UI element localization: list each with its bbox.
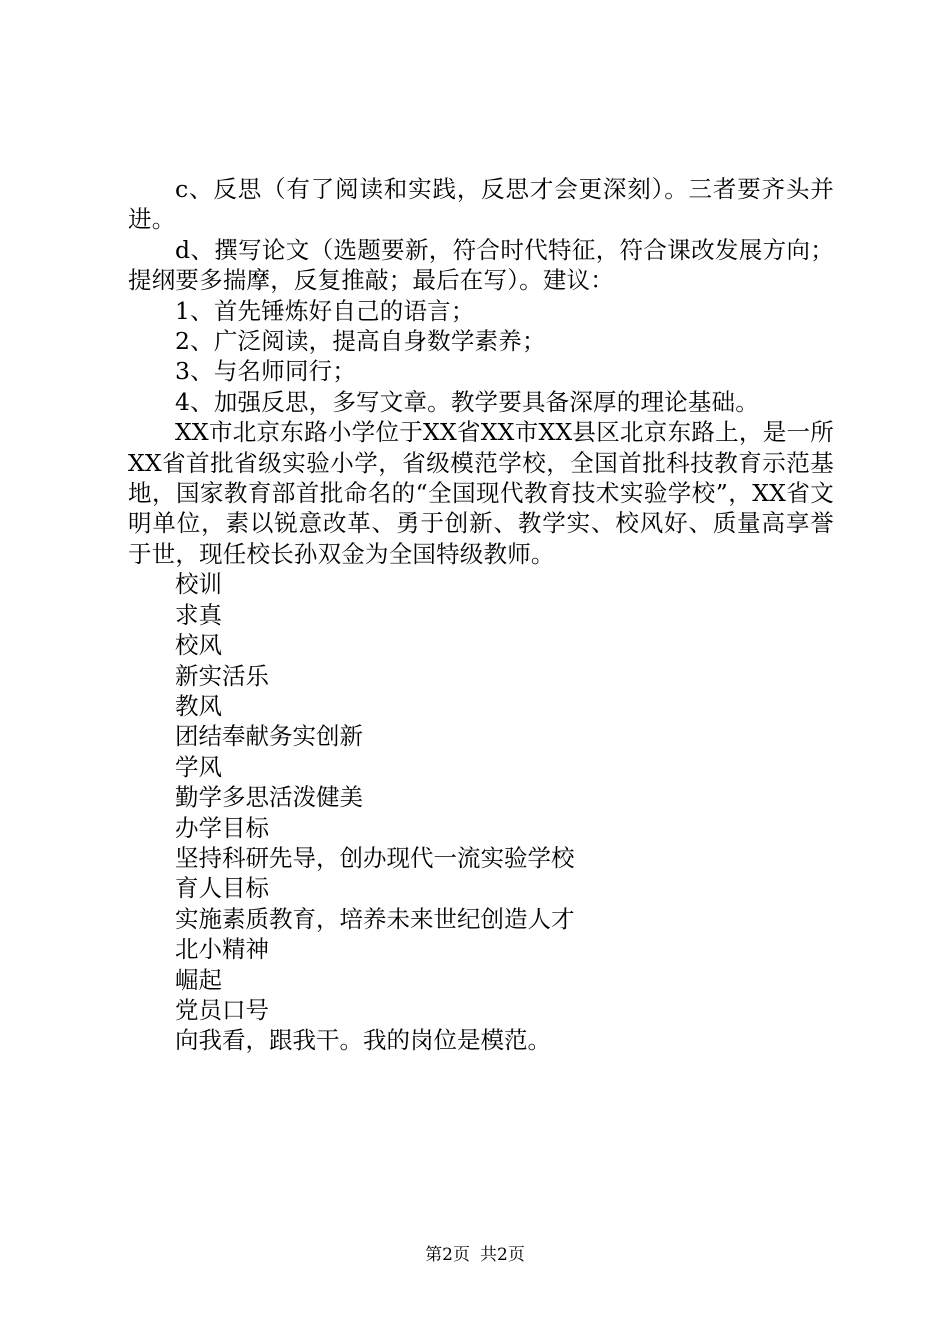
teaching-style-heading: 教风 bbox=[175, 691, 222, 720]
paragraph-reflection: c、反思（有了阅读和实践，反思才会更深刻）。三者要齐头并进。 bbox=[128, 175, 834, 234]
party-slogan-text: 向我看，跟我干。我的岗位是模范。 bbox=[175, 1026, 551, 1055]
study-style-heading: 学风 bbox=[175, 752, 222, 781]
teaching-style-text: 团结奉献务实创新 bbox=[175, 722, 363, 751]
page-total: 共2页 bbox=[480, 1245, 525, 1265]
motto-text: 求真 bbox=[175, 600, 222, 629]
document-body bbox=[128, 174, 834, 1056]
school-spirit-heading: 校风 bbox=[175, 631, 222, 660]
paragraph-school-intro: XX市北京东路小学位于XX省XX市XX县区北京东路上，是一所XX省首批省级实验小学，省级模范学校，全国首批科技教育示范基地，国家教育部首批命名的“全国现代教育技术实验学校”，XX省文明单位，素以锐意改革、勇于创新、教学实、校风好、质量高享誉于世，现任校长孙双金为全国特级教师。 bbox=[128, 418, 834, 568]
suggestion-item-3: 3、与名师同行； bbox=[175, 357, 357, 386]
party-slogan-heading: 党员口号 bbox=[175, 995, 269, 1024]
page-number: 第2页 bbox=[425, 1245, 470, 1265]
school-goal-heading: 办学目标 bbox=[175, 813, 269, 842]
school-goal-text: 坚持科研先导，创办现代一流实验学校 bbox=[175, 843, 575, 872]
education-goal-text: 实施素质教育，培养未来世纪创造人才 bbox=[175, 904, 575, 933]
school-spirit-text: 新实活乐 bbox=[175, 661, 269, 690]
school-ethos-heading: 北小精神 bbox=[175, 935, 269, 964]
paragraph-thesis-writing: d、撰写论文（选题要新，符合时代特征，符合课改发展方向；提纲要多揣摩，反复推敲；最后在写）。建议： bbox=[128, 235, 834, 295]
school-ethos-text: 崛起 bbox=[175, 965, 222, 994]
education-goal-heading: 育人目标 bbox=[175, 874, 269, 903]
page-footer bbox=[0, 1243, 950, 1267]
study-style-text: 勤学多思活泼健美 bbox=[175, 783, 363, 812]
suggestion-item-2: 2、广泛阅读，提高自身数学素养； bbox=[175, 327, 546, 356]
suggestion-item-1: 1、首先锤炼好自己的语言； bbox=[175, 296, 475, 325]
motto-heading: 校训 bbox=[175, 570, 222, 599]
suggestion-item-4: 4、加强反思，多写文章。教学要具备深厚的理论基础。 bbox=[175, 387, 759, 416]
